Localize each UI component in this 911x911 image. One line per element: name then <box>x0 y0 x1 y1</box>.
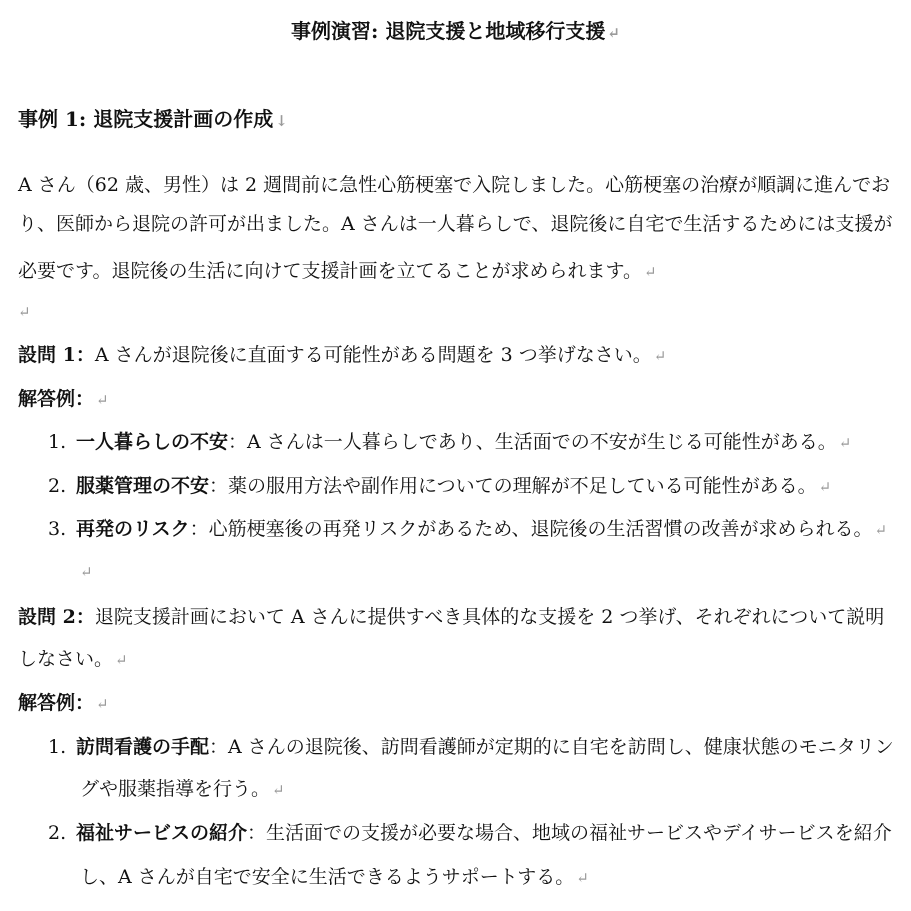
paragraph-mark-icon: ↵ <box>653 347 667 365</box>
answer-2-item-2: 2. 福祉サービスの紹介：生活面での支援が必要な場合、地域の福祉サービスやデイサービスを紹介 <box>48 822 892 844</box>
question-2-label: 設問 2： <box>18 606 95 628</box>
paragraph-mark-icon: ↵ <box>838 434 852 452</box>
line-break-mark-icon: ↓ <box>275 112 288 130</box>
question-1-label: 設問 1： <box>18 344 95 366</box>
answer-term: 再発のリスク <box>76 518 190 540</box>
answer-term: 福祉サービスの紹介 <box>76 822 248 844</box>
paragraph-mark-icon: ↵ <box>576 869 589 887</box>
answer-term: 一人暮らしの不安 <box>76 431 229 453</box>
paragraph-mark-icon: ↵ <box>80 563 93 581</box>
question-1-text: A さんが退院後に直面する可能性がある問題を 3 つ挙げなさい。 <box>94 344 652 366</box>
answer-term: 訪問看護の手配 <box>76 736 210 758</box>
paragraph-mark-icon: ↵ <box>96 695 109 713</box>
answer-2-item-1: 1. 訪問看護の手配：A さんの退院後、訪問看護師が定期的に自宅を訪問し、健康状態のモニタリン <box>48 736 894 758</box>
paragraph-mark-icon: ↵ <box>18 303 31 321</box>
answer-2-item-2-cont: し、A さんが自宅で安全に生活できるようサポートする。 ↵ <box>80 866 589 888</box>
paragraph-mark-icon: ↵ <box>874 521 888 539</box>
question-2-cont: しなさい。 ↵ <box>18 648 128 670</box>
intro-line-2: り、医師から退院の許可が出ました。A さんは一人暮らしで、退院後に自宅で生活するためには支援が <box>18 213 893 235</box>
answer-label-2: 解答例： ↵ <box>18 692 109 714</box>
question-2 <box>18 602 885 632</box>
paragraph-mark-icon: ↵ <box>607 24 620 42</box>
answer-1-empty-line <box>80 556 871 587</box>
intro-line-1: A さん（62 歳、男性）は 2 週間前に急性心筋梗塞で入院しました。心筋梗塞の治療が順調に進んでお <box>18 174 891 196</box>
case-heading: 事例 1: 退院支援計画の作成 ↓ <box>18 107 288 131</box>
intro-line-3: 必要です。退院後の生活に向けて支援計画を立てることが求められます。 ↵ <box>18 260 657 282</box>
answer-2-item-1-cont: グや服薬指導を行う。 ↵ <box>80 778 285 800</box>
paragraph-mark-icon: ↵ <box>272 781 285 799</box>
paragraph-mark-icon: ↵ <box>96 391 109 409</box>
empty-paragraph <box>18 296 871 327</box>
paragraph-mark-icon: ↵ <box>818 478 832 496</box>
answer-1-item-1: 1. 一人暮らしの不安：A さんは一人暮らしであり、生活面での不安が生じる可能性がある。 ↵ <box>48 431 852 453</box>
answer-label-1: 解答例： ↵ <box>18 388 109 410</box>
answer-term: 服薬管理の不安 <box>76 475 210 497</box>
answer-1-item-3: 3. 再発のリスク：心筋梗塞後の再発リスクがあるため、退院後の生活習慣の改善が求められる。 ↵ <box>48 518 888 540</box>
document-title: 事例演習: 退院支援と地域移行支援 ↵ <box>291 19 620 43</box>
paragraph-mark-icon: ↵ <box>115 651 128 669</box>
question-1 <box>18 340 871 371</box>
paragraph-mark-icon: ↵ <box>643 263 657 281</box>
answer-1-item-2: 2. 服薬管理の不安：薬の服用方法や副作用についての理解が不足している可能性がある。 ↵ <box>48 475 832 497</box>
question-2-text: 退院支援計画において A さんに提供すべき具体的な支援を 2 つ挙げ、それぞれについて説明 <box>94 606 885 628</box>
